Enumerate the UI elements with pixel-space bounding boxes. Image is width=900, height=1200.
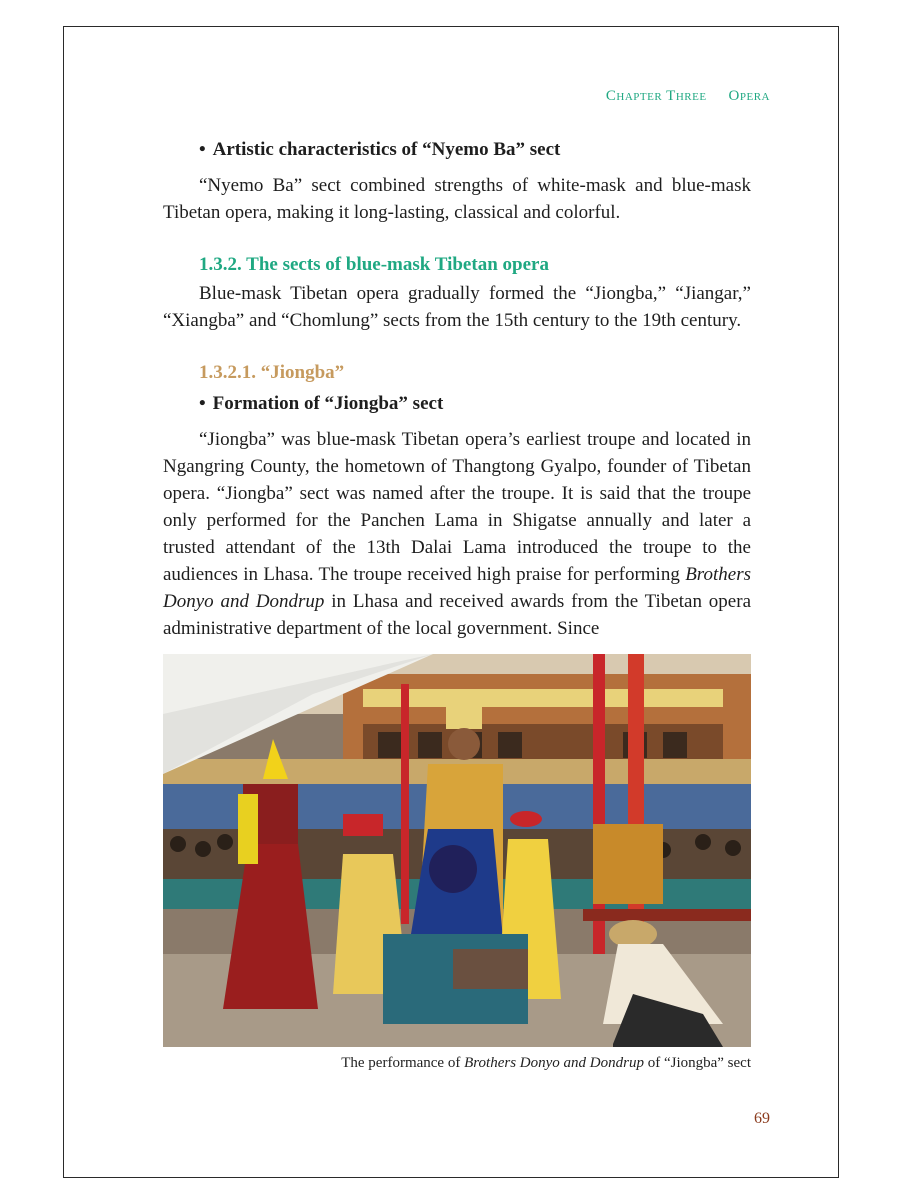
- nyemo-heading: • Artistic characteristics of “Nyemo Ba” sect: [199, 136, 751, 164]
- jiongba-heading: 1.3.2.1. “Jiongba”: [199, 362, 345, 383]
- caption-prefix: The performance of: [341, 1055, 461, 1071]
- page-number: 69: [754, 1110, 770, 1127]
- nyemo-paragraph: “Nyemo Ba” sect combined strengths of white-mask and blue-mask Tibetan opera, making it long-lasting, classical and colorful.: [163, 175, 751, 223]
- running-head-title: Opera: [728, 88, 770, 104]
- formation-text-italic: Brothers Donyo and Dondrup: [163, 564, 751, 612]
- caption-title: Brothers Donyo and Dondrup: [464, 1055, 644, 1071]
- photo-caption: [341, 1055, 751, 1072]
- formation-text-1: “Jiongba” was blue-mask Tibetan opera’s earliest troupe and located in Ngangring County, the hometown of Thangtong Gyalpo, founder of Tibetan opera. “Jiongba” sect was named after the troupe. It is said that the troupe only performed for the Panchen Lama in Shigatse annually and later a trusted attendant of the 13th Dalai Lama introduced the troupe to the audiences in Lhasa. The troupe received high praise for performing: [163, 429, 751, 585]
- formation-paragraph: [163, 426, 751, 642]
- opera-photo: [163, 654, 751, 1047]
- running-head-chapter: Chapter Three: [605, 88, 707, 104]
- blue-mask-heading: 1.3.2. The sects of blue-mask Tibetan opera: [199, 254, 549, 275]
- formation-heading: • Formation of “Jiongba” sect: [199, 390, 751, 418]
- caption-suffix: of “Jiongba” sect: [647, 1055, 751, 1071]
- main-text: [163, 136, 751, 642]
- blue-mask-paragraph: Blue-mask Tibetan opera gradually formed the “Jiongba,” “Jiangar,” “Xiangba” and “Chomlung” sects from the 15th century to the 19th century.: [163, 283, 751, 331]
- formation-text-2: in Lhasa and received awards from the Tibetan opera administrative department of the local government. Since: [163, 591, 751, 639]
- running-head: [606, 88, 770, 105]
